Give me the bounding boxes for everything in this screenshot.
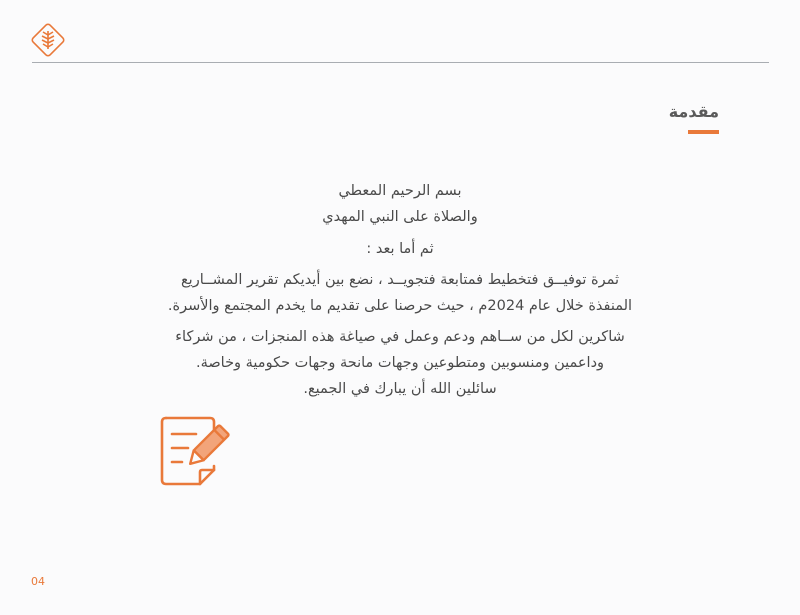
section-title: مقدمة [668,102,719,121]
paragraph-2-line-2: وداعمين ومنسوبين ومتطوعين وجهات مانحة وجهات حكومية وخاصة. [195,355,605,371]
intro-text [150,178,650,402]
paragraph-2-line-1: شاكرين لكل من ســاهم ودعم وعمل في صياغة هذه المنجزات ، من شركاء [175,329,625,345]
title-underline [688,130,719,134]
page-number: 04 [31,575,45,588]
basmala-line-2: والصلاة على النبي المهدي [322,209,478,225]
paragraph-2-line-3: سائلين الله أن يبارك في الجميع. [303,381,497,397]
paragraph-1-line-2: المنفذة خلال عام 2024م ، حيث حرصنا على تقديم ما يخدم المجتمع والأسرة. [167,298,633,314]
note-pencil-icon [158,414,230,488]
logo-icon [30,22,66,58]
basmala-line-1: بسم الرحيم المعطي [338,183,462,199]
amma-baad-line: ثم أما بعد : [366,241,434,257]
paragraph-1-line-1: ثمرة توفيــق فتخطيط فمتابعة فتجويــد ، نضع بين أيديكم تقرير المشــاريع [180,272,620,288]
header-divider [32,62,769,63]
